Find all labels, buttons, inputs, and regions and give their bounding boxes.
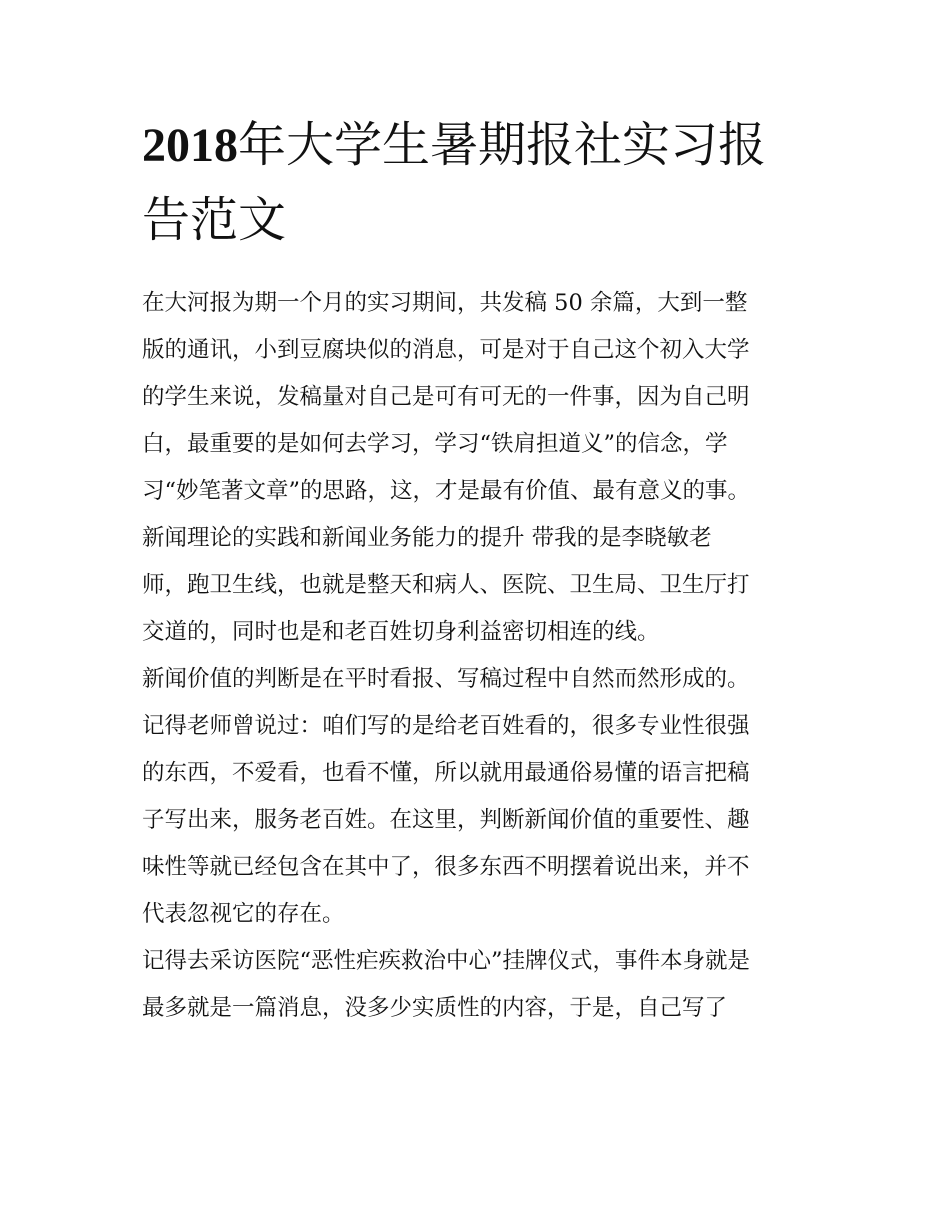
title-year: 2018 xyxy=(142,119,238,172)
body-line: 子写出来，服务老百姓。在这里，判断新闻价值的重要性、趣 xyxy=(142,807,750,833)
body-line: 记得老师曾说过：咱们写的是给老百姓看的，很多专业性很强 xyxy=(142,713,750,739)
body-line: 习“妙笔著文章”的思路，这，才是最有价值、最有意义的事。 xyxy=(142,478,751,504)
document-title xyxy=(142,108,822,257)
body-line: 版的通讯，小到豆腐块似的消息，可是对于自己这个初入大学 xyxy=(142,337,750,363)
body-line: 新闻理论的实践和新闻业务能力的提升 带我的是李晓敏老 xyxy=(142,525,712,551)
body-line: 师，跑卫生线，也就是整天和病人、医院、卫生局、卫生厅打 xyxy=(142,572,750,598)
body-line: 交道的，同时也是和老百姓切身利益密切相连的线。 xyxy=(142,619,660,645)
title-line2-text: 告范文 xyxy=(142,192,287,248)
body-line: 代表忽视它的存在。 xyxy=(142,901,345,927)
document-body xyxy=(142,280,822,1032)
body-line: 记得去采访医院“恶性疟疾救治中心”挂牌仪式，事件本身就是 xyxy=(142,948,751,974)
body-line: 新闻价值的判断是在平时看报、写稿过程中自然而然形成的。 xyxy=(142,666,750,692)
body-line: 味性等就已经包含在其中了，很多东西不明摆着说出来，并不 xyxy=(142,854,750,880)
body-line: 最多就是一篇消息，没多少实质性的内容，于是，自己写了 xyxy=(142,995,728,1021)
body-line: 的东西，不爱看，也看不懂，所以就用最通俗易懂的语言把稿 xyxy=(142,760,750,786)
title-line1-text: 年大学生暑期报社实习报 xyxy=(238,117,767,173)
body-line: 的学生来说，发稿量对自己是可有可无的一件事，因为自己明 xyxy=(142,384,750,410)
body-line: 在大河报为期一个月的实习期间，共发稿 50 余篇，大到一整 xyxy=(142,290,748,316)
body-line: 白，最重要的是如何去学习，学习“铁肩担道义”的信念，学 xyxy=(142,431,728,457)
